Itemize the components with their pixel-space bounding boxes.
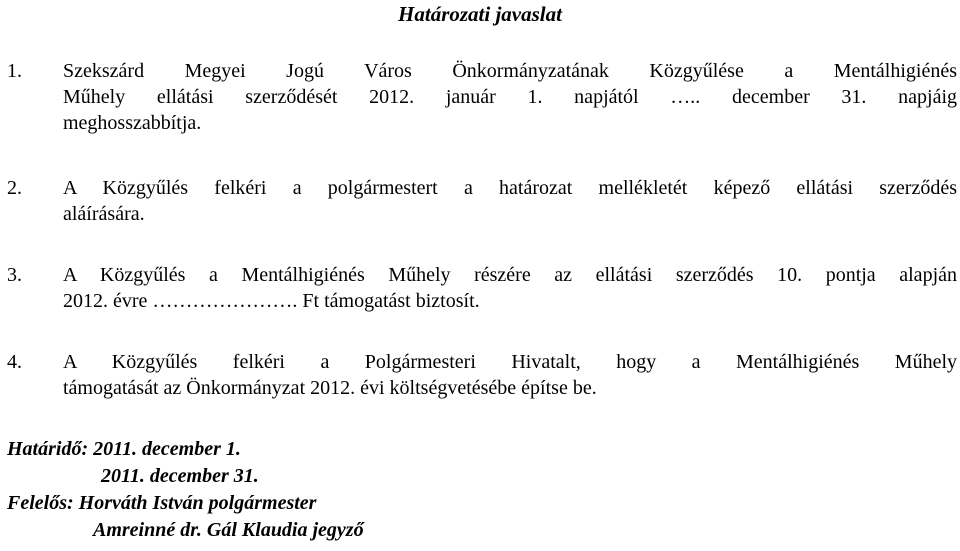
item-text-line: aláírására. xyxy=(63,203,145,225)
item-number: 3. xyxy=(7,264,22,286)
item-text-line: A Közgyűlés a Mentálhigiénés Műhely részére az ellátási szerződés 10. pontja alapján xyxy=(63,264,957,286)
item-text-line: Szekszárd Megyei Jogú Város Önkormányzatának Közgyűlése a Mentálhigiénés xyxy=(63,60,957,82)
item-text xyxy=(63,262,957,314)
item-text-line: 2012. évre …………………. Ft támogatást biztosít. xyxy=(63,290,480,312)
item-text-line: A Közgyűlés felkéri a polgármestert a határozat mellékletét képező ellátási szerződés xyxy=(63,177,957,199)
resolution-item-1 xyxy=(7,58,957,136)
item-number: 2. xyxy=(7,177,22,199)
deadline-line-secondary: 2011. december 31. xyxy=(101,465,259,487)
resolution-item-4 xyxy=(7,349,957,401)
responsible-line: Felelős: Horváth István polgármester xyxy=(7,492,317,514)
resolution-item-2 xyxy=(7,175,957,227)
item-number: 1. xyxy=(7,60,22,82)
item-text xyxy=(63,175,957,227)
item-text-line: támogatását az Önkormányzat 2012. évi költségvetésébe építse be. xyxy=(63,377,597,399)
item-text-line: Műhely ellátási szerződését 2012. január 1. napjától ….. december 31. napjáig xyxy=(63,86,957,108)
item-text-line: meghosszabbítja. xyxy=(63,112,202,134)
resolution-item-3 xyxy=(7,262,957,314)
responsible-line-secondary: Amreinné dr. Gál Klaudia jegyző xyxy=(93,519,364,541)
item-text xyxy=(63,349,957,401)
item-text-line: A Közgyűlés felkéri a Polgármesteri Hivatalt, hogy a Mentálhigiénés Műhely xyxy=(63,351,957,373)
document-title: Határozati javaslat xyxy=(398,2,562,26)
item-text xyxy=(63,58,957,136)
item-number: 4. xyxy=(7,351,22,373)
deadline-line: Határidő: 2011. december 1. xyxy=(7,438,241,460)
